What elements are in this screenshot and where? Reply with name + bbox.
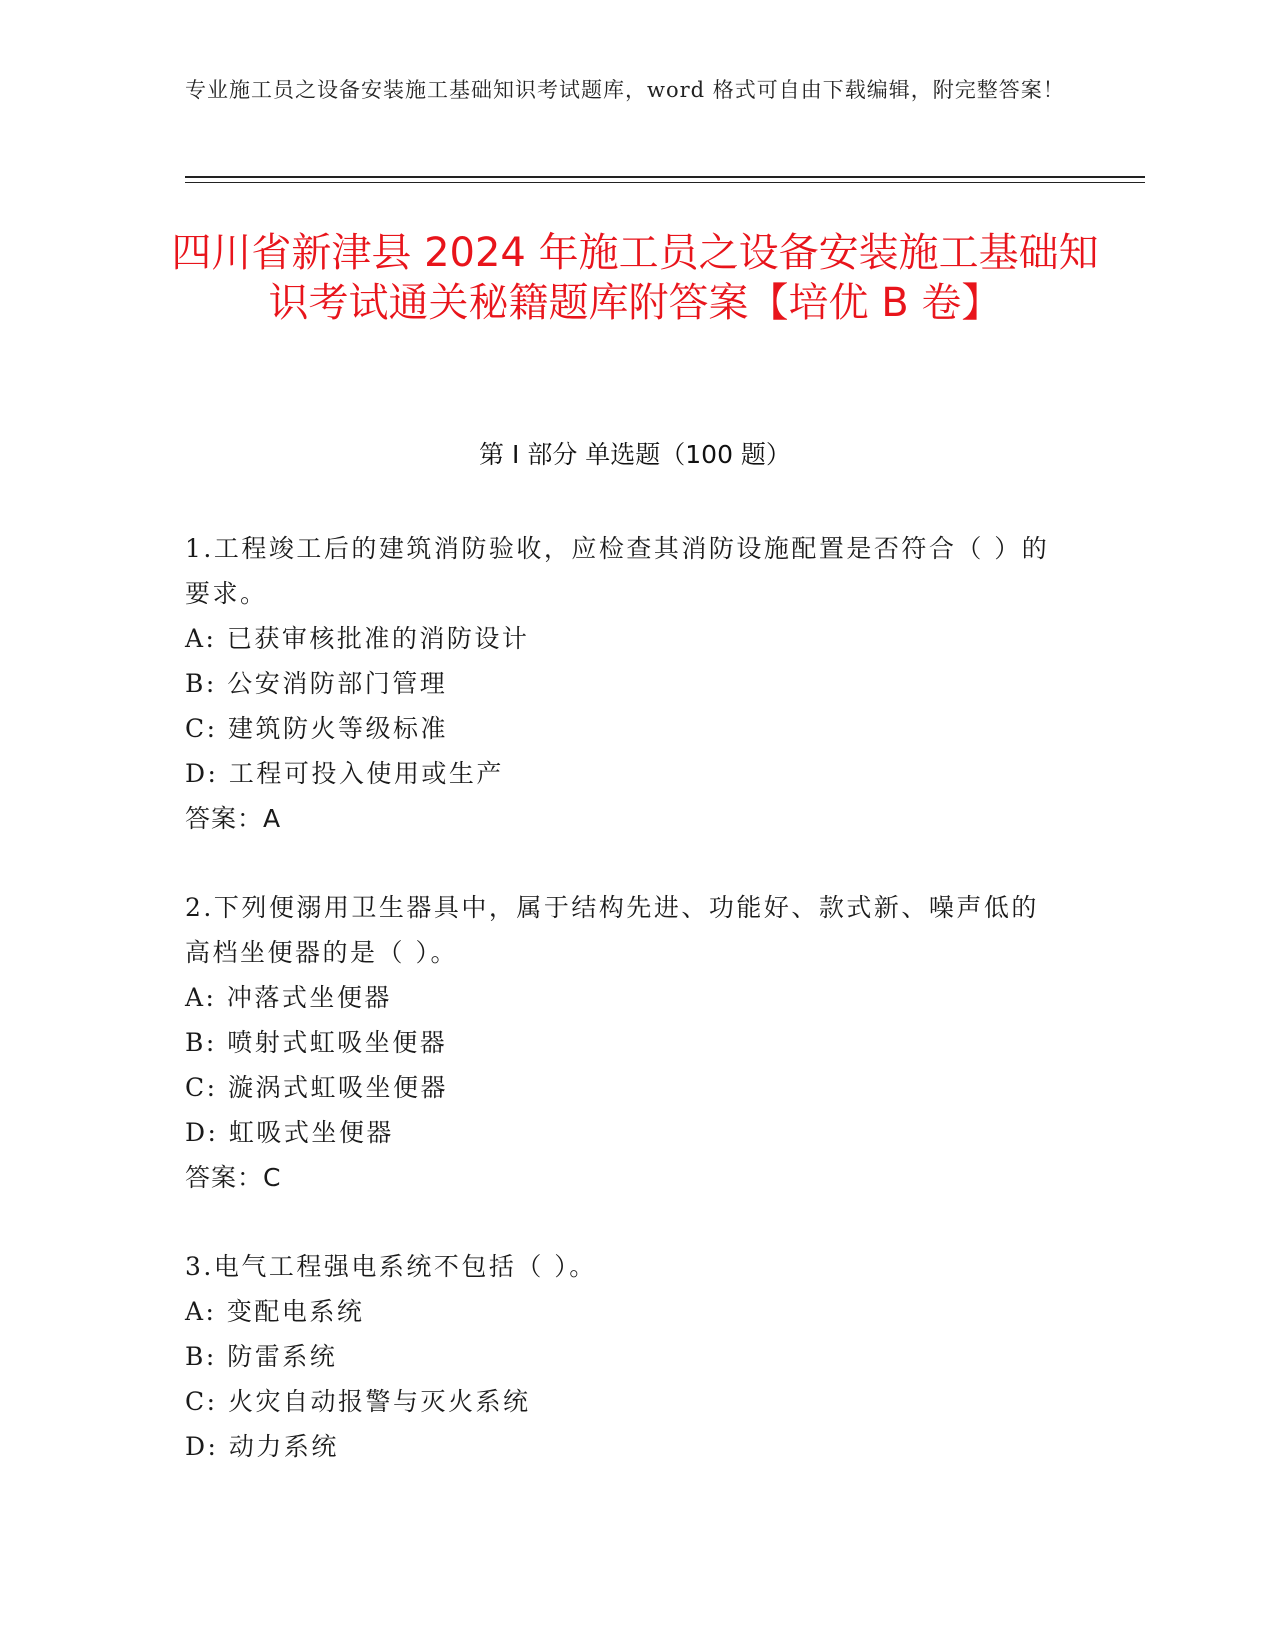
option-a: A: 已获审核批准的消防设计 bbox=[185, 624, 530, 653]
option-b: B: 公安消防部门管理 bbox=[185, 669, 448, 698]
option-c: C: 建筑防火等级标准 bbox=[185, 714, 448, 743]
option-b: B: 防雷系统 bbox=[185, 1342, 338, 1371]
question-3 bbox=[185, 1244, 1065, 1469]
header-rule-thick bbox=[185, 176, 1145, 178]
header-note: 专业施工员之设备安装施工基础知识考试题库，word 格式可自由下载编辑，附完整答案！ bbox=[185, 78, 1065, 102]
option-b: B: 喷射式虹吸坐便器 bbox=[185, 1028, 448, 1057]
option-d: D: 虹吸式坐便器 bbox=[185, 1118, 394, 1147]
question-list bbox=[185, 526, 1065, 1513]
header-rule-thin bbox=[185, 182, 1145, 183]
document-title: 四川省新津县 2024 年施工员之设备安装施工基础知识考试通关秘籍题库附答案【培优 B 卷】 bbox=[171, 230, 1099, 326]
option-a: A: 冲落式坐便器 bbox=[185, 983, 392, 1012]
option-c: C: 火灾自动报警与灭火系统 bbox=[185, 1387, 531, 1416]
answer: 答案：C bbox=[185, 1163, 282, 1192]
section-title: 第 I 部分 单选题（100 题） bbox=[479, 440, 791, 469]
question-stem: 3.电气工程强电系统不包括（ ）。 bbox=[185, 1252, 597, 1281]
answer: 答案：A bbox=[185, 804, 282, 833]
option-d: D: 动力系统 bbox=[185, 1432, 339, 1461]
question-stem: 2.下列便溺用卫生器具中，属于结构先进、功能好、款式新、噪声低的高档坐便器的是（ ）。 bbox=[185, 893, 1039, 967]
question-stem: 1.工程竣工后的建筑消防验收，应检查其消防设施配置是否符合（ ）的要求。 bbox=[185, 534, 1050, 608]
question-2 bbox=[185, 885, 1065, 1200]
option-d: D: 工程可投入使用或生产 bbox=[185, 759, 504, 788]
option-a: A: 变配电系统 bbox=[185, 1297, 365, 1326]
question-1 bbox=[185, 526, 1065, 841]
option-c: C: 漩涡式虹吸坐便器 bbox=[185, 1073, 448, 1102]
